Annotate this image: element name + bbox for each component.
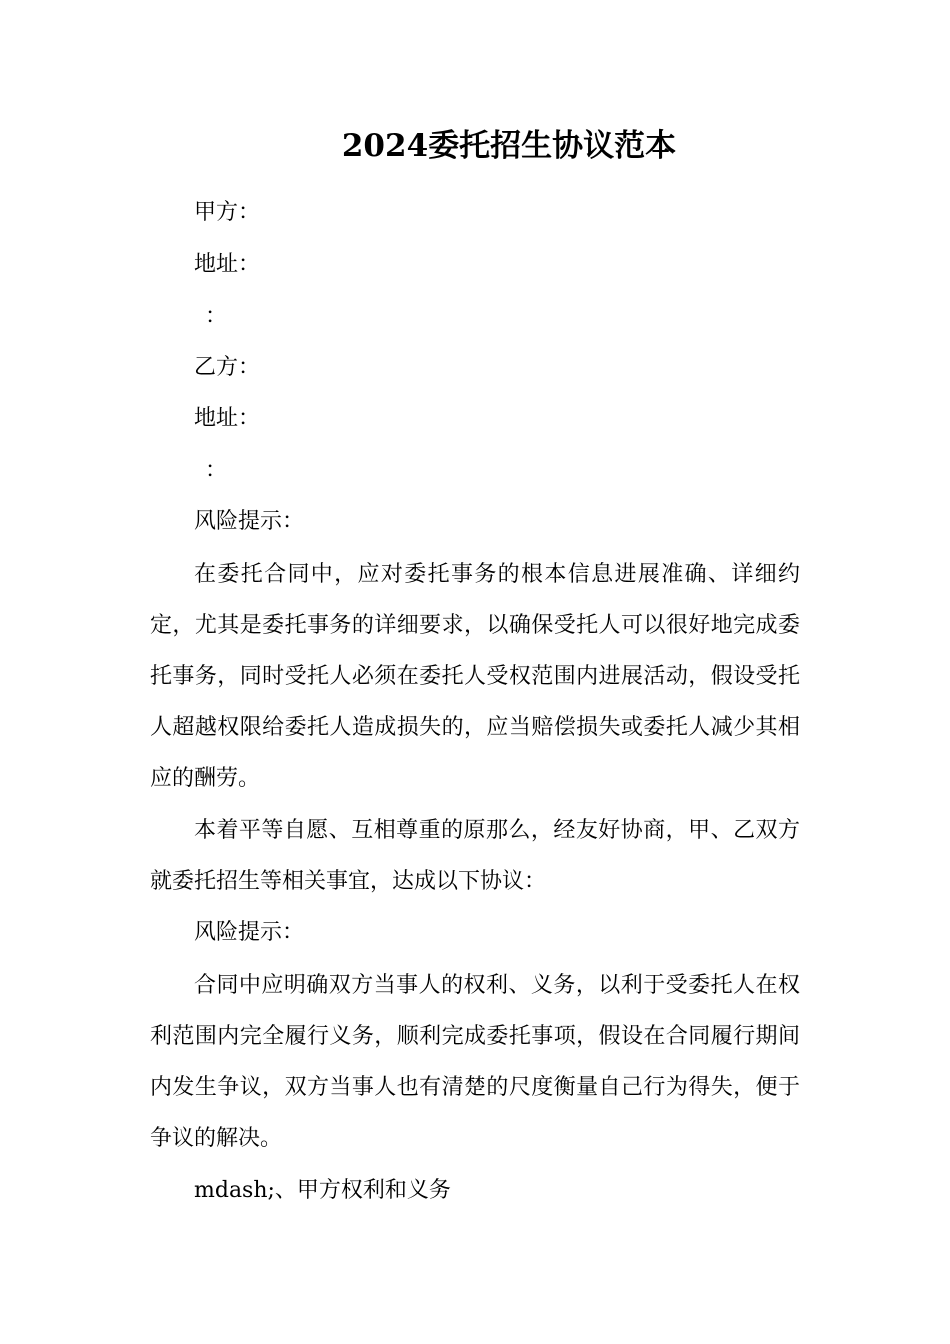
risk-tip-1-heading: 风险提示：: [194, 509, 305, 534]
party-b-extra-label: ：: [205, 458, 228, 483]
document-title: 2024委托招生协议范本: [341, 128, 677, 164]
party-a-address-label: 地址：: [194, 252, 261, 277]
risk-tip-2-heading: 风险提示：: [194, 920, 305, 945]
section-1-heading: mdash;、甲方权利和义务: [194, 1178, 451, 1203]
party-b-address-label: 地址：: [194, 406, 261, 431]
risk-tip-2-paragraph: 合同中应明确双方当事人的权利、义务，以利于受委托人在权利范围内完全履行义务，顺利完成委托事项，假设在合同履行期间内发生争议，双方当事人也有清楚的尺度衡量自己行为得失，便于争议的解决。: [150, 973, 800, 1151]
party-a-label: 甲方：: [194, 200, 261, 225]
intro-paragraph: 本着平等自愿、互相尊重的原那么，经友好协商，甲、乙双方就委托招生等相关事宜，达成以下协议：: [150, 818, 800, 894]
risk-tip-1-paragraph: 在委托合同中，应对委托事务的根本信息进展准确、详细约定，尤其是委托事务的详细要求，以确保受托人可以很好地完成委托事务，同时受托人必须在委托人受权范围内进展活动，假设受托人超越权限给委托人造成损失的，应当赔偿损失或委托人减少其相应的酬劳。: [150, 562, 800, 791]
party-a-extra-label: ：: [205, 304, 228, 329]
party-b-label: 乙方：: [194, 355, 261, 380]
